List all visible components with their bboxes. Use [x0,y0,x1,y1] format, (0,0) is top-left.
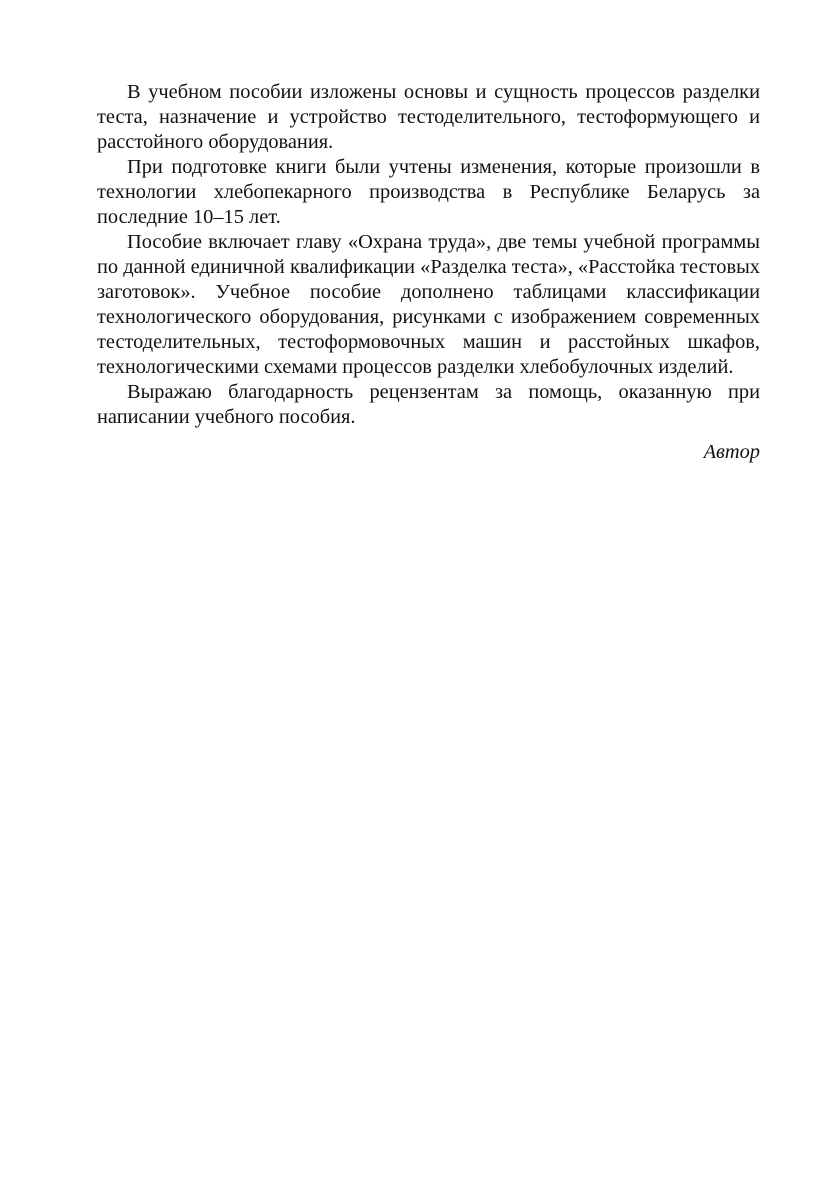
preface-page [97,80,760,465]
preface-paragraph-2: При подготовке книги были учтены изменения, которые произошли в технологии хлебопекарного производства в Республике Беларусь за последние 10–15 лет. [97,156,760,228]
author-signature: Автор [703,441,760,463]
preface-paragraph-3: Пособие включает главу «Охрана труда», две темы учебной программы по данной единичной квалификации «Разделка теста», «Расстойка тестовых заготовок». Учебное пособие дополнено таблицами классификации технологического оборудования, рисунками с изображением современных тестоделительных, тестоформовочных машин и расстойных шкафов, технологическими схемами процессов разделки хлебобулочных изделий. [97,231,760,378]
preface-paragraph-4: Выражаю благодарность рецензентам за помощь, оказанную при написании учебного пособия. [97,381,760,428]
preface-paragraph-1: В учебном пособии изложены основы и сущность процессов разделки теста, назначение и устройство тестоделительного, тестоформующего и расстойного оборудования. [97,81,760,153]
